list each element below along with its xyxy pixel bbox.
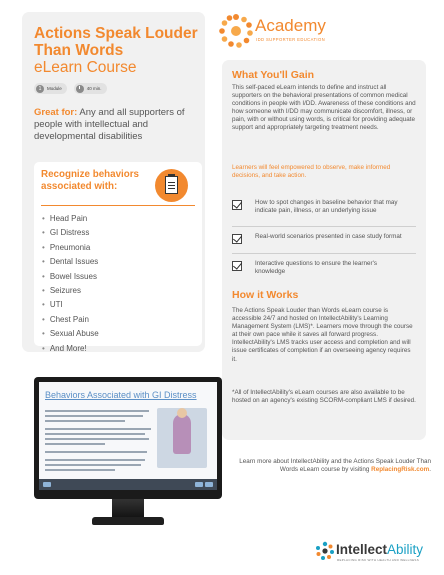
list-item: • And More! xyxy=(42,342,99,356)
intellectability-logo xyxy=(315,540,435,568)
course-subtitle: eLearn Course xyxy=(34,59,137,76)
how-footnote: *All of IntellectAbility's eLearn courses are also available to be hosted on an agency's existing SCORM-compliant LMS if desired. xyxy=(232,389,416,405)
duration-badge xyxy=(74,83,107,94)
clipboard-line xyxy=(168,188,175,189)
screen-text-line xyxy=(45,415,143,417)
academy-logo-text: Academy xyxy=(255,16,326,35)
clipboard-clip xyxy=(168,174,175,177)
checkmark-icon xyxy=(232,234,242,244)
list-item: • Head Pain xyxy=(42,212,99,226)
checkmark-icon xyxy=(232,200,242,210)
check-divider xyxy=(232,253,416,254)
module-count: 1 xyxy=(36,85,44,93)
list-item: • Sexual Abuse xyxy=(42,327,99,341)
screen-slide-title: Behaviors Associated with GI Distress xyxy=(45,390,197,400)
check-item-text: How to spot changes in baseline behavior that may indicate pain, illness, or an underlying issue xyxy=(255,199,398,215)
how-heading: How it Works xyxy=(232,289,299,301)
learn-more-text xyxy=(233,458,431,475)
gain-highlight: Learners will feel empowered to observe, make informed decisions, and take action. xyxy=(232,164,391,180)
list-item: • Pneumonia xyxy=(42,241,99,255)
intellectability-wordmark xyxy=(336,542,423,557)
check-divider xyxy=(232,226,416,227)
screen-text-line xyxy=(45,410,149,412)
gain-intro: This self-paced eLearn intends to define and instruct all supporters on the behavioral presentations of common medical conditions in people with I/DD. Awareness of these conditions and how someone with I/DD may communicate discomfort, illness, or pain, with or without using words, is critical for providing adequate support and appropriately targeting treatment needs. xyxy=(232,84,416,132)
recognize-title: Recognize behaviors associated with: xyxy=(41,169,139,192)
course-preview-screen xyxy=(39,382,217,490)
screen-text-line xyxy=(45,451,147,453)
screen-text-line xyxy=(45,443,105,445)
learn-more-end: . xyxy=(429,466,431,474)
course-meta xyxy=(34,83,107,94)
list-item: • Bowel Issues xyxy=(42,270,99,284)
clipboard-icon xyxy=(155,169,188,202)
screen-text-line xyxy=(45,433,145,435)
screen-text-line xyxy=(45,469,115,471)
behavior-list xyxy=(42,212,99,356)
player-control-bar xyxy=(39,479,217,490)
monitor-stand-base xyxy=(92,517,164,525)
great-for-text xyxy=(34,107,202,143)
list-item: • Chest Pain xyxy=(42,313,99,327)
prev-button xyxy=(195,482,203,487)
clock-icon xyxy=(76,85,84,93)
wordmark-part2: Ability xyxy=(387,542,424,557)
gain-heading: What You'll Gain xyxy=(232,69,315,81)
module-badge xyxy=(34,83,67,94)
details-panel xyxy=(222,60,426,440)
clipboard-line xyxy=(168,185,175,186)
learn-more-copy: Learn more about IntellectAbility and the Actions Speak Louder Than Words eLearn course by visiting xyxy=(239,458,431,474)
great-for-description: Any and all supporters of people with intellectual and developmental disabilities xyxy=(34,107,185,142)
how-text: The Actions Speak Louder than Words eLearn course is accessible 24/7 and hosted on IntellectAbility's Learning Management System (LMS)*. Learners move through the course at their own pace while it saves all forward progress. IntellectAbility's LMS tracks user access and completion and will issue certificates of completion if an overseeing agency requires it. xyxy=(232,307,413,363)
replacing-risk-link[interactable]: ReplacingRisk.com xyxy=(371,466,430,474)
check-item-text: Real-world scenarios presented in case study format xyxy=(255,233,402,240)
list-item: • GI Distress xyxy=(42,226,99,240)
screen-text-line xyxy=(45,459,145,461)
monitor-frame xyxy=(34,377,222,499)
monitor-stand-neck xyxy=(112,499,144,519)
intellectability-tagline: REPLACING RISK WITH HEALTH AND WELLNESS xyxy=(337,558,419,562)
great-for-label: Great for: xyxy=(34,107,78,118)
clipboard-line xyxy=(168,182,175,183)
next-button xyxy=(205,482,213,487)
course-summary-panel xyxy=(22,12,205,352)
check-item xyxy=(232,260,422,276)
wordmark-part1: Intellect xyxy=(336,542,388,557)
list-item: • Seizures xyxy=(42,284,99,298)
person-figure-icon xyxy=(173,414,191,454)
academy-sunburst-logo-icon xyxy=(218,13,254,49)
course-preview-monitor xyxy=(34,377,222,529)
intellectability-mark-icon xyxy=(315,541,335,561)
academy-tagline: IDD SUPPORTER EDUCATION xyxy=(256,37,326,42)
list-item: • Dental Issues xyxy=(42,255,99,269)
duration-label: 40 min. xyxy=(86,86,102,91)
check-item-text: Interactive questions to ensure the learner's knowledge xyxy=(255,260,377,276)
check-item xyxy=(232,199,422,215)
screen-text-line xyxy=(45,438,149,440)
module-label: Module xyxy=(47,86,62,91)
screen-text-line xyxy=(45,464,141,466)
list-item: • UTI xyxy=(42,298,99,312)
checkmark-icon xyxy=(232,261,242,271)
screen-text-line xyxy=(45,420,125,422)
person-head-icon xyxy=(177,408,187,418)
screen-text-line xyxy=(45,428,151,430)
course-title: Actions Speak Louder Than Words xyxy=(34,25,198,59)
recognize-behaviors-box xyxy=(34,162,202,353)
play-button xyxy=(43,482,51,487)
recognize-divider xyxy=(41,205,195,206)
check-item xyxy=(232,233,422,244)
